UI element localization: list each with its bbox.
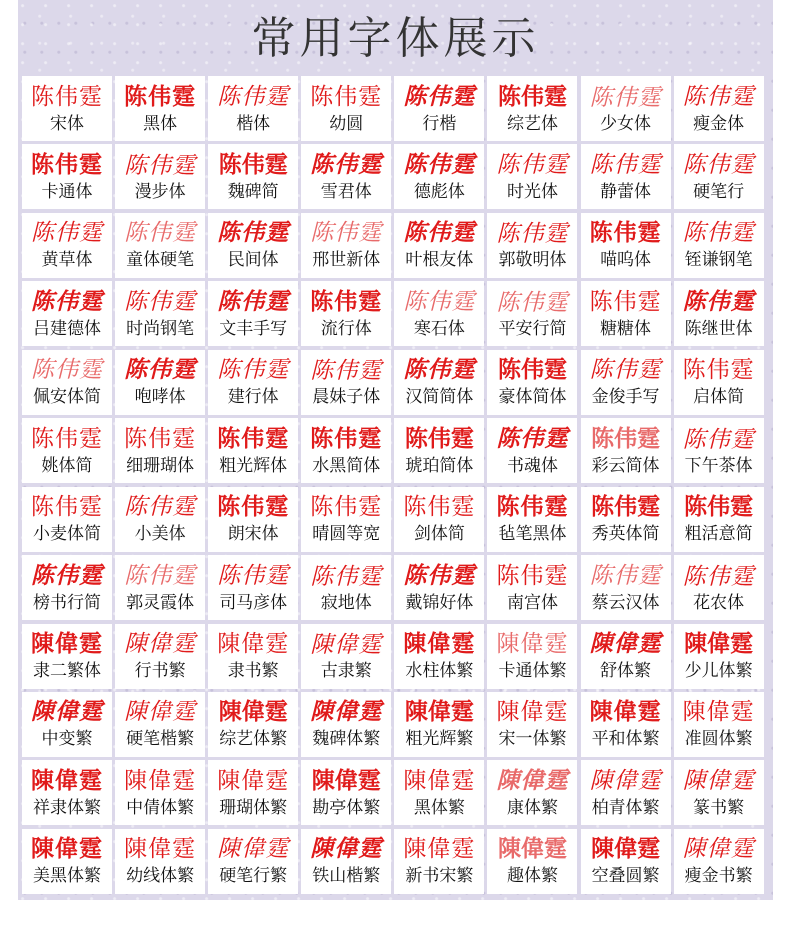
font-sample-card	[394, 555, 484, 620]
font-sample-text: 陈伟霆	[31, 494, 103, 521]
font-sample-text: 陈伟霆	[310, 288, 383, 315]
font-sample-text: 陈伟霆	[31, 220, 103, 247]
font-sample-text: 陈伟霆	[217, 83, 290, 109]
font-name-label: 静蕾体	[600, 181, 652, 202]
font-name-label: 细珊瑚体	[126, 455, 195, 476]
font-sample-card	[22, 76, 112, 141]
font-name-label: 古隶繁	[320, 661, 372, 681]
font-sample-card	[581, 144, 671, 209]
font-name-label: 寂地体	[320, 592, 372, 613]
font-name-label: 珊瑚体繁	[219, 797, 288, 818]
font-sample-card	[487, 760, 577, 825]
font-sample-text: 陈伟霆	[124, 562, 197, 589]
font-sample-text: 陈伟霆	[218, 151, 288, 178]
font-sample-card	[208, 555, 298, 620]
font-sample-text: 陳偉霆	[403, 767, 476, 794]
font-sample-card	[22, 829, 112, 894]
font-sample-card	[208, 76, 298, 141]
font-name-label: 姚体简	[41, 455, 93, 476]
font-sample-text: 陈伟霆	[496, 562, 569, 589]
font-sample-text: 陳偉霆	[591, 836, 661, 863]
font-sample-card	[208, 760, 298, 825]
font-sample-text: 陈伟霆	[31, 83, 103, 110]
font-sample-card	[208, 692, 298, 757]
font-sample-text: 陳偉霆	[403, 836, 476, 863]
font-sample-card	[301, 624, 391, 689]
font-sample-card	[674, 76, 764, 141]
font-name-label: 南宫体	[506, 592, 558, 613]
font-sample-card	[394, 692, 484, 757]
font-sample-text: 陳偉霆	[218, 699, 288, 726]
font-sample-text: 陈伟霆	[403, 288, 476, 315]
font-name-label: 漫步体	[134, 181, 186, 202]
font-name-label: 行书繁	[134, 661, 186, 681]
font-sample-text: 陈伟霆	[310, 425, 383, 452]
font-sample-card	[674, 624, 764, 689]
font-name-label: 趣体繁	[506, 866, 558, 887]
font-name-label: 硬笔行繁	[219, 866, 288, 887]
font-sample-card	[581, 760, 671, 825]
font-sample-card	[581, 487, 671, 552]
font-name-label: 舒体繁	[600, 661, 652, 681]
font-sample-card	[394, 144, 484, 209]
font-sample-text: 陈伟霆	[589, 288, 662, 315]
font-sample-text: 陳偉霆	[124, 767, 197, 794]
font-name-label: 下午茶体	[684, 455, 753, 476]
font-name-label: 郭灵霞体	[126, 592, 195, 613]
font-sample-text: 陈伟霆	[496, 425, 569, 451]
font-sample-text: 陳偉霆	[497, 836, 567, 863]
font-sample-text: 陈伟霆	[217, 220, 290, 246]
font-name-label: 咆哮体	[134, 387, 186, 408]
font-sample-card	[115, 829, 205, 894]
font-sample-text: 陈伟霆	[591, 425, 661, 452]
font-sample-card	[115, 213, 205, 278]
font-sample-text: 陈伟霆	[684, 494, 754, 521]
font-sample-card	[301, 144, 391, 209]
font-sample-card	[394, 829, 484, 894]
font-sample-card	[301, 555, 391, 620]
font-sample-text: 陈伟霆	[682, 83, 755, 110]
font-sample-card	[674, 487, 764, 552]
font-sample-card	[487, 555, 577, 620]
font-sample-card	[115, 555, 205, 620]
font-sample-text: 陈伟霆	[31, 562, 103, 588]
page-title: 常用字体展示	[251, 13, 540, 64]
font-name-label: 瘦金书繁	[684, 866, 753, 887]
font-sample-card	[208, 624, 298, 689]
font-name-label: 综艺体	[506, 113, 558, 134]
font-name-label: 瘦金体	[693, 113, 745, 134]
font-name-label: 幼圆	[329, 113, 364, 134]
font-name-label: 粗光辉体	[219, 455, 288, 476]
font-sample-text: 陳偉霆	[124, 699, 197, 725]
font-name-label: 空叠圆繁	[591, 866, 660, 887]
font-sample-card	[115, 144, 205, 209]
font-name-label: 花农体	[693, 592, 745, 613]
font-name-label: 司马彦体	[219, 592, 288, 613]
font-name-label: 时尚钢笔	[126, 318, 195, 339]
font-name-label: 综艺体繁	[219, 729, 288, 750]
font-sample-card	[581, 281, 671, 346]
font-sample-text: 陈伟霆	[403, 357, 476, 383]
font-sample-text: 陳偉霆	[496, 767, 569, 793]
font-name-label: 汉简简体	[405, 387, 474, 408]
font-name-label: 佩安体简	[33, 387, 101, 408]
font-sample-text: 陈伟霆	[404, 425, 474, 452]
font-sample-card	[301, 829, 391, 894]
font-name-label: 卡通体繁	[498, 661, 567, 681]
font-sample-card	[22, 624, 112, 689]
font-name-label: 流行体	[320, 318, 372, 339]
font-sample-text: 陈伟霆	[310, 562, 383, 589]
font-name-label: 平安行简	[498, 318, 567, 339]
font-sample-text: 陈伟霆	[217, 288, 290, 314]
font-sample-text: 陈伟霆	[682, 151, 755, 177]
font-sample-card	[674, 555, 764, 620]
font-sample-card	[674, 213, 764, 278]
font-sample-card	[581, 829, 671, 894]
font-sample-text: 陳偉霆	[496, 699, 569, 726]
font-sample-text: 陈伟霆	[217, 425, 290, 452]
font-sample-card	[22, 418, 112, 483]
font-sample-card	[115, 760, 205, 825]
font-name-label: 新书宋繁	[405, 866, 474, 887]
font-name-label: 柏青体繁	[591, 797, 660, 818]
font-name-label: 民间体	[227, 250, 279, 271]
font-sample-card	[22, 213, 112, 278]
font-sample-card	[301, 418, 391, 483]
font-sample-text: 陈伟霆	[31, 151, 103, 178]
font-sample-card	[22, 555, 112, 620]
font-sample-text: 陳偉霆	[217, 767, 290, 794]
font-sample-text: 陳偉霆	[31, 631, 103, 657]
font-sample-card	[301, 760, 391, 825]
font-sample-text: 陳偉霆	[682, 836, 755, 863]
font-name-label: 朗宋体	[227, 524, 279, 545]
font-sample-card	[487, 487, 577, 552]
font-name-label: 中倩体繁	[126, 797, 195, 818]
font-sample-card	[581, 350, 671, 415]
font-name-label: 中变繁	[41, 729, 93, 750]
font-name-label: 黑体繁	[413, 797, 465, 818]
font-name-label: 戴锦好体	[405, 592, 474, 613]
font-sample-card	[115, 692, 205, 757]
font-sample-card	[487, 213, 577, 278]
font-sample-text: 陈伟霆	[496, 151, 569, 178]
font-name-label: 少女体	[600, 113, 652, 134]
font-name-label: 吕建德体	[33, 318, 101, 339]
font-name-label: 陈继世体	[684, 318, 753, 339]
font-name-label: 平和体繁	[591, 729, 660, 750]
font-name-label: 文丰手写	[219, 318, 288, 339]
font-sample-card	[487, 350, 577, 415]
font-sample-text: 陈伟霆	[589, 220, 662, 247]
font-sample-card	[394, 624, 484, 689]
font-name-label: 德彪体	[413, 181, 465, 202]
font-sample-card	[487, 144, 577, 209]
font-sample-text: 陈伟霆	[310, 83, 383, 110]
font-sample-text: 陈伟霆	[403, 562, 476, 588]
font-name-label: 彩云简体	[591, 455, 660, 476]
font-sample-card	[22, 487, 112, 552]
font-sample-card	[301, 350, 391, 415]
font-sample-text: 陈伟霆	[682, 562, 755, 589]
font-sample-card	[394, 418, 484, 483]
font-sample-text: 陈伟霆	[496, 220, 569, 247]
font-sample-card	[394, 281, 484, 346]
font-sample-text: 陈伟霆	[403, 220, 476, 246]
font-name-label: 毡笔黑体	[498, 524, 567, 545]
font-name-label: 硬笔行	[693, 181, 745, 202]
font-sample-text: 陈伟霆	[124, 357, 197, 383]
font-sample-text: 陳偉霆	[310, 836, 383, 862]
font-sample-card	[674, 281, 764, 346]
font-name-label: 雪君体	[320, 181, 372, 202]
font-sample-text: 陈伟霆	[496, 288, 569, 315]
font-name-label: 叶根友体	[405, 250, 474, 271]
font-name-label: 启体简	[693, 387, 745, 408]
font-sample-card	[674, 760, 764, 825]
font-name-label: 魏碑体繁	[312, 729, 381, 750]
font-name-label: 隶书繁	[227, 661, 279, 681]
font-sample-text: 陈伟霆	[310, 494, 383, 521]
font-name-label: 剑体简	[413, 524, 465, 545]
font-sample-card	[115, 487, 205, 552]
font-sample-text: 陈伟霆	[589, 562, 662, 589]
font-sample-card	[581, 76, 671, 141]
font-name-label: 小麦体简	[33, 524, 101, 545]
font-sample-text: 陈伟霆	[497, 357, 567, 384]
font-sample-text: 陈伟霆	[403, 151, 476, 177]
font-sample-text: 陈伟霆	[31, 425, 103, 452]
font-sample-text: 陈伟霆	[124, 151, 197, 178]
font-name-label: 秀英体简	[591, 524, 660, 545]
font-sample-card	[22, 281, 112, 346]
font-sample-text: 陈伟霆	[217, 562, 290, 588]
font-sample-card	[581, 418, 671, 483]
font-sample-card	[22, 144, 112, 209]
font-sample-card	[581, 692, 671, 757]
font-name-label: 寒石体	[413, 318, 465, 339]
font-sample-card	[394, 350, 484, 415]
font-sample-card	[301, 213, 391, 278]
font-sample-text: 陳偉霆	[404, 699, 474, 726]
font-name-label: 郭敬明体	[498, 250, 567, 271]
font-sample-card	[674, 350, 764, 415]
font-name-label: 黄草体	[41, 250, 93, 271]
font-name-label: 隶二繁体	[33, 661, 101, 681]
font-sample-text: 陳偉霆	[310, 631, 383, 657]
font-name-label: 粗活意简	[684, 524, 753, 545]
font-sample-card	[115, 350, 205, 415]
font-name-label: 童体硬笔	[126, 250, 195, 271]
font-sample-card	[487, 624, 577, 689]
font-sample-text: 陳偉霆	[589, 767, 662, 794]
font-sample-text: 陈伟霆	[31, 288, 103, 314]
font-sample-card	[581, 555, 671, 620]
font-name-label: 喵呜体	[600, 250, 652, 271]
font-sample-text: 陈伟霆	[589, 357, 662, 384]
font-sample-card	[301, 281, 391, 346]
font-name-label: 勘亭体繁	[312, 797, 381, 818]
font-sample-card	[208, 418, 298, 483]
font-sample-text: 陳偉霆	[217, 631, 290, 657]
font-sample-text: 陈伟霆	[496, 494, 569, 521]
font-sample-text: 陳偉霆	[31, 836, 103, 863]
font-name-label: 糖糖体	[600, 318, 652, 339]
font-name-label: 水柱体繁	[405, 661, 474, 681]
font-sample-text: 陈伟霆	[682, 357, 755, 384]
font-sample-card	[208, 350, 298, 415]
font-sample-card	[22, 760, 112, 825]
font-sample-text: 陈伟霆	[591, 494, 661, 521]
font-sample-card	[301, 76, 391, 141]
font-sample-card	[208, 487, 298, 552]
font-name-label: 书魂体	[506, 455, 558, 476]
font-sample-card	[301, 692, 391, 757]
font-sample-text: 陈伟霆	[497, 83, 567, 110]
font-name-label: 硬笔楷繁	[126, 729, 195, 750]
font-name-label: 榜书行简	[33, 592, 101, 613]
font-sample-text: 陈伟霆	[403, 494, 476, 521]
font-name-label: 行楷	[422, 113, 457, 134]
font-name-label: 黑体	[143, 113, 178, 134]
font-sample-card	[208, 213, 298, 278]
font-sample-card	[394, 76, 484, 141]
font-name-label: 晨妹子体	[312, 387, 381, 408]
font-sample-card	[674, 418, 764, 483]
font-sample-text: 陳偉霆	[31, 699, 103, 725]
font-name-label: 水黑简体	[312, 455, 381, 476]
font-name-label: 康体繁	[506, 797, 558, 818]
font-sample-card	[674, 144, 764, 209]
font-sample-text: 陳偉霆	[684, 631, 754, 657]
font-sample-text: 陳偉霆	[310, 699, 383, 725]
font-sample-card	[581, 213, 671, 278]
font-name-label: 小美体	[134, 524, 186, 545]
font-name-label: 邢世新体	[312, 250, 381, 271]
font-sample-text: 陳偉霆	[124, 836, 197, 863]
font-sample-card	[208, 281, 298, 346]
font-sample-text: 陳偉霆	[589, 699, 662, 726]
font-name-label: 铁山楷繁	[312, 866, 381, 887]
font-sample-text: 陈伟霆	[310, 151, 383, 177]
font-sample-card	[301, 487, 391, 552]
font-sample-card	[394, 213, 484, 278]
font-name-label: 卡通体	[41, 181, 93, 202]
font-name-label: 宋体	[50, 113, 84, 134]
font-sample-card	[674, 829, 764, 894]
font-sample-card	[581, 624, 671, 689]
font-name-label: 魏碑简	[227, 181, 279, 202]
font-name-label: 楷体	[236, 113, 271, 134]
font-sample-text: 陈伟霆	[310, 357, 383, 384]
font-sample-text: 陈伟霆	[124, 288, 197, 315]
font-name-label: 幼线体繁	[126, 866, 195, 887]
font-name-label: 准圆体繁	[684, 729, 753, 750]
font-sample-text: 陈伟霆	[682, 425, 755, 452]
font-sample-card	[22, 350, 112, 415]
font-sample-card	[394, 487, 484, 552]
font-name-label: 美黑体繁	[33, 866, 101, 887]
font-name-label: 少儿体繁	[684, 661, 753, 681]
font-sample-text: 陈伟霆	[682, 288, 755, 314]
font-sample-card	[674, 692, 764, 757]
font-sample-grid	[22, 76, 770, 894]
font-sample-card	[394, 760, 484, 825]
font-sample-text: 陈伟霆	[124, 494, 197, 521]
font-sample-text: 陈伟霆	[124, 425, 197, 452]
font-name-label: 晴圆等宽	[312, 524, 381, 545]
font-name-label: 粗光辉繁	[405, 729, 474, 750]
font-sample-card	[115, 281, 205, 346]
font-sample-text: 陳偉霆	[311, 767, 381, 794]
font-name-label: 宋一体繁	[498, 729, 567, 750]
font-sample-text: 陳偉霆	[496, 631, 569, 657]
font-name-label: 铚谦钢笔	[684, 250, 753, 271]
font-name-label: 篆书繁	[693, 797, 745, 818]
font-sample-card	[208, 144, 298, 209]
font-sample-text: 陈伟霆	[217, 357, 290, 383]
font-sample-text: 陳偉霆	[403, 631, 476, 657]
font-sample-text: 陈伟霆	[124, 83, 197, 110]
font-sample-card	[487, 692, 577, 757]
font-sample-text: 陈伟霆	[589, 151, 662, 177]
font-sample-text: 陈伟霆	[217, 494, 290, 521]
font-name-label: 豪体简体	[498, 387, 567, 408]
font-sample-text: 陈伟霆	[403, 83, 476, 109]
font-sample-text: 陳偉霆	[682, 699, 755, 726]
font-sample-text: 陈伟霆	[124, 220, 197, 247]
font-sample-text: 陈伟霆	[682, 220, 755, 246]
font-name-label: 建行体	[227, 387, 279, 408]
font-name-label: 时光体	[506, 181, 558, 202]
font-sample-text: 陈伟霆	[310, 220, 383, 246]
font-name-label: 祥隶体繁	[33, 797, 101, 818]
font-sample-card	[487, 829, 577, 894]
font-sample-card	[208, 829, 298, 894]
font-name-label: 金俊手写	[591, 387, 660, 408]
font-sample-card	[487, 281, 577, 346]
font-sample-card	[487, 76, 577, 141]
font-sample-card	[115, 76, 205, 141]
font-sample-text: 陳偉霆	[31, 767, 103, 794]
font-sample-card	[115, 624, 205, 689]
font-sample-text: 陳偉霆	[589, 631, 662, 656]
font-sample-card	[487, 418, 577, 483]
font-sample-text: 陈伟霆	[31, 357, 103, 384]
font-sample-text: 陳偉霆	[682, 767, 755, 794]
font-sample-text: 陳偉霆	[124, 631, 197, 657]
font-name-label: 琥珀简体	[405, 455, 474, 476]
font-name-label: 蔡云汉体	[591, 592, 660, 613]
font-sample-card	[115, 418, 205, 483]
font-sample-text: 陳偉霆	[217, 836, 290, 862]
font-sample-text: 陈伟霆	[589, 83, 662, 110]
font-sample-card	[22, 692, 112, 757]
